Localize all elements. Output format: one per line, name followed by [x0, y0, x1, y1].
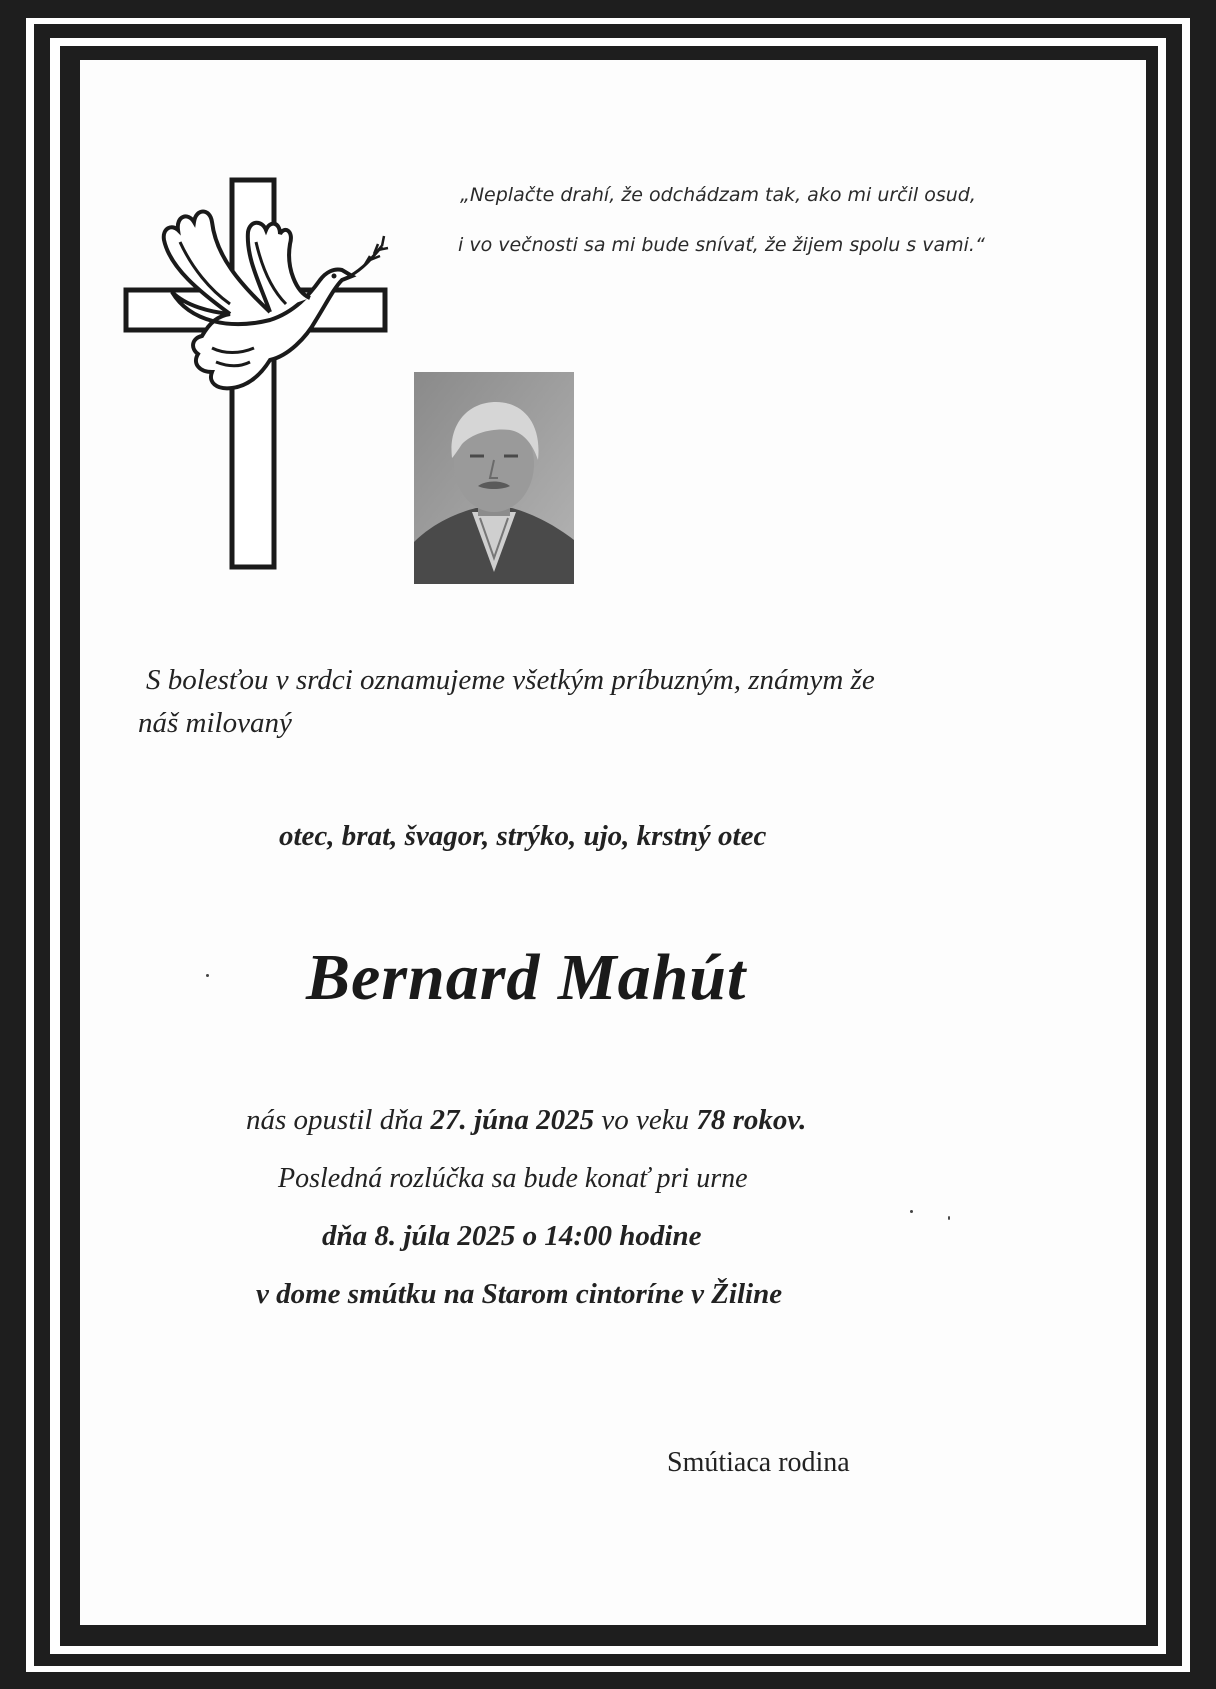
- portrait-photo: [414, 372, 574, 584]
- intro-line-1: S bolesťou v srdci oznamujeme všetkým príbuzným, známym že: [146, 664, 875, 696]
- deceased-name: Bernard Mahút: [306, 941, 747, 1014]
- death-middle: vo veku: [594, 1104, 697, 1136]
- funeral-place: v dome smútku na Starom cintoríne v Žiline: [256, 1278, 783, 1310]
- quote-line-2: i vo večnosti sa mi bude snívať, že žijem spolu s vami.“: [458, 234, 985, 256]
- scan-speck: [206, 974, 209, 977]
- scan-speck: [910, 1210, 913, 1213]
- signature: Smútiaca rodina: [667, 1447, 850, 1478]
- farewell-line: Posledná rozlúčka sa bude konať pri urne: [278, 1163, 748, 1194]
- quote-line-1: „Neplačte drahí, že odchádzam tak, ako mi určil osud,: [460, 184, 976, 206]
- death-age: 78 rokov.: [696, 1104, 807, 1136]
- intro-line-2: náš milovaný: [138, 707, 292, 739]
- death-prefix: nás opustil dňa: [246, 1104, 431, 1136]
- death-announcement: [246, 1104, 806, 1137]
- relations-line: otec, brat, švagor, strýko, ujo, krstný otec: [279, 820, 767, 852]
- scan-speck: [948, 1216, 950, 1220]
- death-date: 27. júna 2025: [430, 1104, 595, 1136]
- funeral-datetime: dňa 8. júla 2025 o 14:00 hodine: [322, 1220, 702, 1252]
- cross-with-dove-icon: [120, 172, 395, 572]
